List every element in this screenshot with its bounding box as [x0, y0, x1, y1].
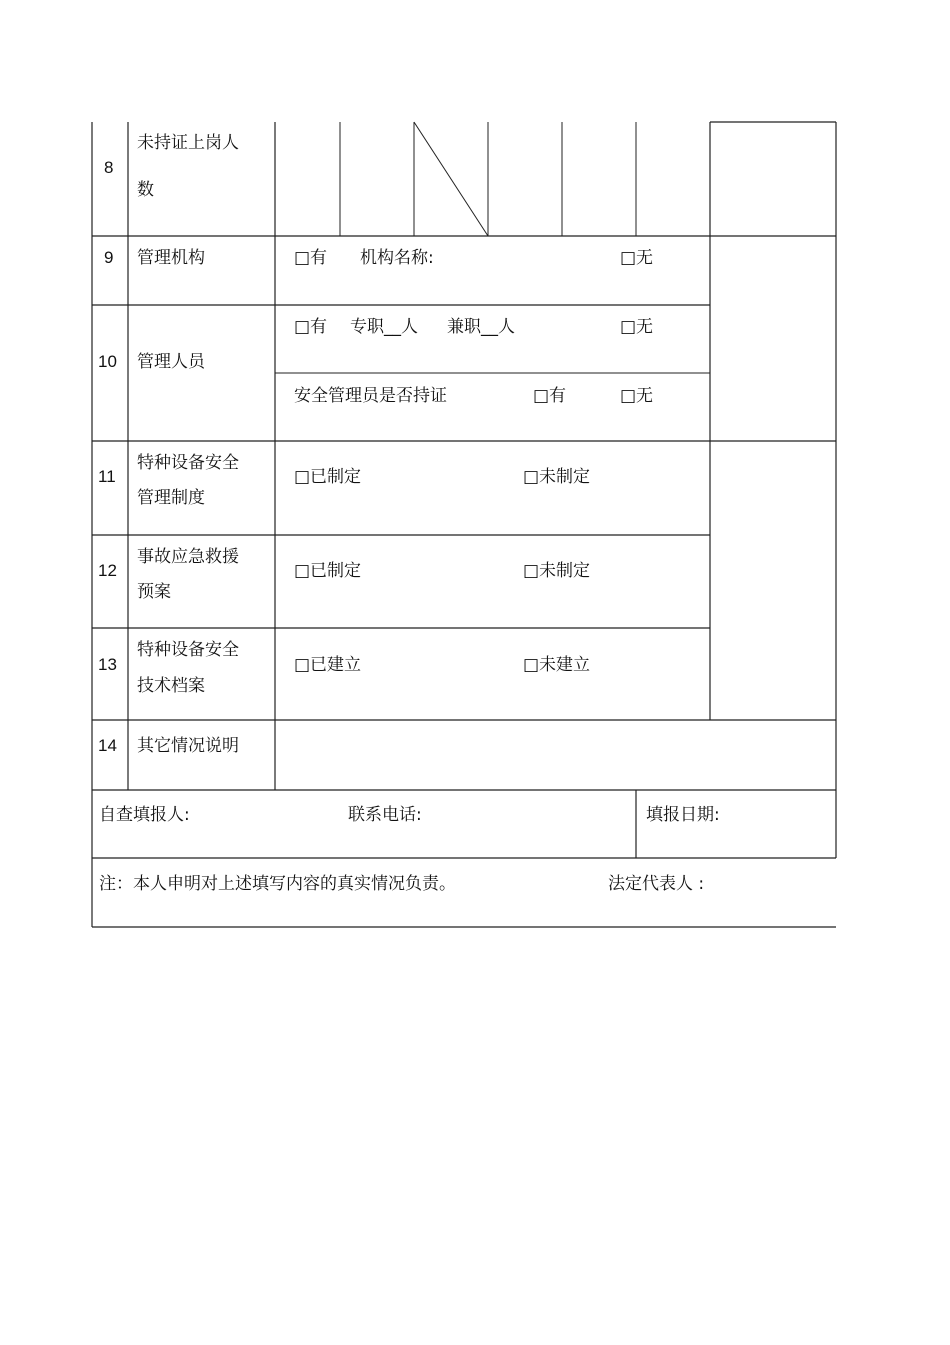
row-12-yes-checkbox[interactable]: □已制定 — [294, 561, 362, 581]
row-12-label-line1: 事故应急救援 — [137, 547, 239, 567]
row-9-label: 管理机构 — [137, 248, 205, 268]
row-8-label-line1: 未持证上岗人 — [137, 133, 239, 153]
row-10-have-checkbox[interactable]: □有 — [294, 317, 328, 337]
row-9-none-checkbox[interactable]: □无 — [620, 248, 654, 268]
row-9-have-checkbox[interactable]: □有 — [294, 248, 328, 268]
date-label: 填报日期: — [646, 805, 720, 825]
row-11-label-line2: 管理制度 — [137, 488, 205, 508]
row-10-cert-question: 安全管理员是否持证 — [294, 386, 447, 406]
reporter-label: 自查填报人: — [99, 805, 190, 825]
row-11-yes-checkbox[interactable]: □已制定 — [294, 467, 362, 487]
row-10-cert-have-checkbox[interactable]: □有 — [533, 386, 567, 406]
row-11-number: 11 — [98, 467, 116, 486]
row-9-number: 9 — [104, 248, 114, 267]
row-10-label: 管理人员 — [137, 352, 205, 372]
row-10-none-checkbox[interactable]: □无 — [620, 317, 654, 337]
row-11-label-line1: 特种设备安全 — [137, 453, 239, 473]
row-13-number: 13 — [98, 655, 117, 674]
row-10-cert-none-checkbox[interactable]: □无 — [620, 386, 654, 406]
row-14-label: 其它情况说明 — [137, 736, 239, 756]
row-8-number: 8 — [104, 158, 114, 177]
row-10-fulltime-field[interactable]: 专职__人 — [350, 317, 418, 337]
row-8-label-line2: 数 — [137, 180, 154, 200]
row-13-yes-checkbox[interactable]: □已建立 — [294, 655, 362, 675]
row-12-label-line2: 预案 — [137, 582, 171, 602]
phone-label: 联系电话: — [348, 805, 422, 825]
row-13-label-line1: 特种设备安全 — [137, 640, 239, 660]
declaration-note: 注：本人申明对上述填写内容的真实情况负责。 — [99, 874, 456, 894]
row-10-number: 10 — [98, 352, 117, 371]
row-14-number: 14 — [98, 736, 117, 755]
row-12-number: 12 — [98, 561, 117, 580]
row-14-remarks-field[interactable] — [277, 722, 834, 788]
row-13-label-line2: 技术档案 — [137, 676, 205, 696]
row-12-no-checkbox[interactable]: □未制定 — [523, 561, 591, 581]
row-13-no-checkbox[interactable]: □未建立 — [523, 655, 591, 675]
row-9-org-name-label: 机构名称: — [360, 248, 434, 268]
row-10-parttime-field[interactable]: 兼职__人 — [447, 317, 515, 337]
row-11-no-checkbox[interactable]: □未制定 — [523, 467, 591, 487]
legal-representative-label: 法定代表人 : — [608, 874, 705, 894]
